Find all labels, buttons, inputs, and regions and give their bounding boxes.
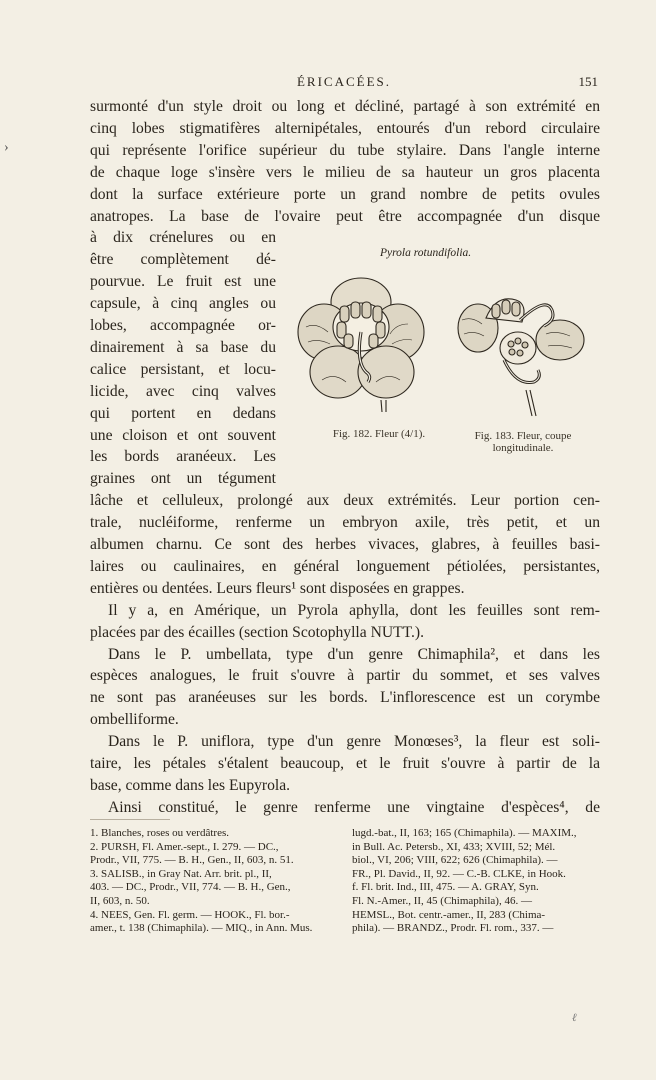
text-line: dinairement à sa base du (90, 338, 276, 356)
margin-mark: › (4, 140, 9, 155)
text-line: Ainsi constitué, le genre renferme une vingtaine d'espèces⁴, de (108, 798, 600, 816)
figure-title: Pyrola rotundifolia. (380, 247, 472, 259)
text-line: qui portent en dedans (90, 404, 276, 422)
corner-mark: ℓ (572, 1012, 577, 1024)
footnote-line: Fl. N.-Amer., II, 45 (Chimaphila), 46. — (352, 894, 532, 907)
footnote-line: 403. — DC., Prodr., VII, 774. — B. H., Gen., (90, 881, 291, 894)
flower-illustration-fig-182 (296, 272, 426, 418)
footnote-separator (90, 819, 170, 820)
text-line: base, comme dans les Eupyrola. (90, 776, 291, 794)
text-line: dont la surface extérieure porte un grand nombre de petits ovules (90, 185, 600, 203)
text-line: cinq lobes stigmatifères alternipétales, entourés d'un rebord circulaire (90, 119, 600, 137)
text-line: de chaque loge s'insère vers le milieu de sa hauteur un gros placenta (90, 163, 600, 181)
footnote-line: lugd.-bat., II, 163; 165 (Chimaphila). — MAXIM., (352, 827, 577, 839)
footnote-line: 1. Blanches, roses ou verdâtres. (90, 827, 229, 839)
text-line: taire, les pétales s'étalent beaucoup, et le fruit s'ouvre à partir de la (90, 755, 600, 772)
figure-183-caption-line-1: Fig. 183. Fleur, coupe (474, 430, 572, 442)
text-line: ne sont pas aranéeuses sur les bords. L'inflorescence est un corymbe (90, 689, 600, 707)
text-line: une cloison et ont souvent (90, 426, 276, 444)
figure-183-caption-line-2: longitudinale. (492, 442, 554, 454)
footnote-line: phila). — BRANDZ., Prodr. Fl. rom., 337. — (352, 922, 554, 935)
text-line: Dans le P. uniflora, type d'un genre Monœses³, la fleur est soli- (108, 733, 600, 751)
text-line: qui représente l'orifice supérieur du tube stylaire. Dans l'angle interne (90, 141, 600, 159)
text-line: surmonté d'un style droit ou long et décliné, partagé à son extrémité en (90, 98, 600, 115)
text-line: capsule, à cinq angles ou (90, 295, 276, 313)
footnote-line: Prodr., VII, 775. — B. H., Gen., II, 603, n. 51. (90, 854, 294, 867)
text-line: graines ont un tégument (90, 470, 276, 488)
text-line: à dix crénelures ou en (90, 229, 276, 247)
flower-section-illustration-fig-183 (456, 290, 588, 420)
text-line: les bords aranéeux. Les (90, 448, 276, 466)
text-line: calice persistant, et locu- (90, 360, 276, 378)
text-line: entières ou dentées. Leurs fleurs¹ sont disposées en grappes. (90, 579, 465, 597)
figure-182-caption: Fig. 182. Fleur (4/1). (332, 428, 426, 440)
footnote-line: 2. PURSH, Fl. Amer.-sept., I. 279. — DC., (90, 840, 279, 853)
footnote-line: biol., VI, 206; VIII, 622; 626 (Chimaphila). — (352, 854, 558, 867)
text-line: licide, avec cinq valves (90, 382, 276, 400)
footnote-line: HEMSL., Bot. centr.-amer., II, 283 (Chima- (352, 908, 546, 921)
text-line: être complètement dé- (90, 251, 276, 269)
running-head (90, 74, 598, 94)
text-line: albumen charnu. Ce sont des herbes vivaces, glabres, à feuilles basi- (90, 536, 600, 553)
footnote-line: FR., Pl. David., II, 92. — C.-B. CLKE, in Hook. (352, 867, 566, 880)
footnote-line: II, 603, n. 50. (90, 894, 150, 907)
text-line: anatropes. La base de l'ovaire peut être accompagnée d'un disque (90, 207, 600, 225)
text-line: ombelliforme. (90, 711, 179, 729)
text-line: pourvue. Le fruit est une (90, 273, 276, 291)
footnote-line: in Bull. Ac. Petersb., XI, 433; XVIII, 52; Mél. (352, 840, 556, 853)
text-line: lâche et celluleux, prolongé aux deux extrémités. Leur portion cen- (90, 492, 600, 510)
running-head-title: ÉRICACÉES. (296, 74, 392, 89)
text-line: trale, nucléiforme, renferme un embryon axile, très petit, et un (90, 514, 600, 532)
footnote-line: 3. SALISB., in Gray Nat. Arr. brit. pl., II, (90, 867, 272, 880)
footnotes-left-column (90, 827, 338, 936)
text-line: laires ou caulinaires, en général longuement pétiolées, persistantes, (90, 557, 600, 575)
text-line: lobes, accompagnée or- (90, 317, 276, 334)
footnote-line: 4. NEES, Gen. Fl. germ. — HOOK., Fl. bor.- (90, 908, 290, 921)
text-line: placées par des écailles (section Scotophylla NUTT.). (90, 623, 424, 641)
text-line: Il y a, en Amérique, un Pyrola aphylla, dont les feuilles sont rem- (108, 601, 600, 619)
text-line: Dans le P. umbellata, type d'un genre Chimaphila², et dans les (108, 645, 600, 663)
footnote-line: amer., t. 138 (Chimaphila). — MIQ., in Ann. Mus. (90, 922, 313, 935)
page-number: 151 (578, 74, 598, 89)
footnote-line: f. Fl. brit. Ind., III, 475. — A. GRAY, Syn. (352, 881, 539, 894)
footnotes-right-column (352, 827, 600, 936)
text-line: espèces analogues, le fruit s'ouvre à partir du sommet, et ses valves (90, 667, 600, 685)
